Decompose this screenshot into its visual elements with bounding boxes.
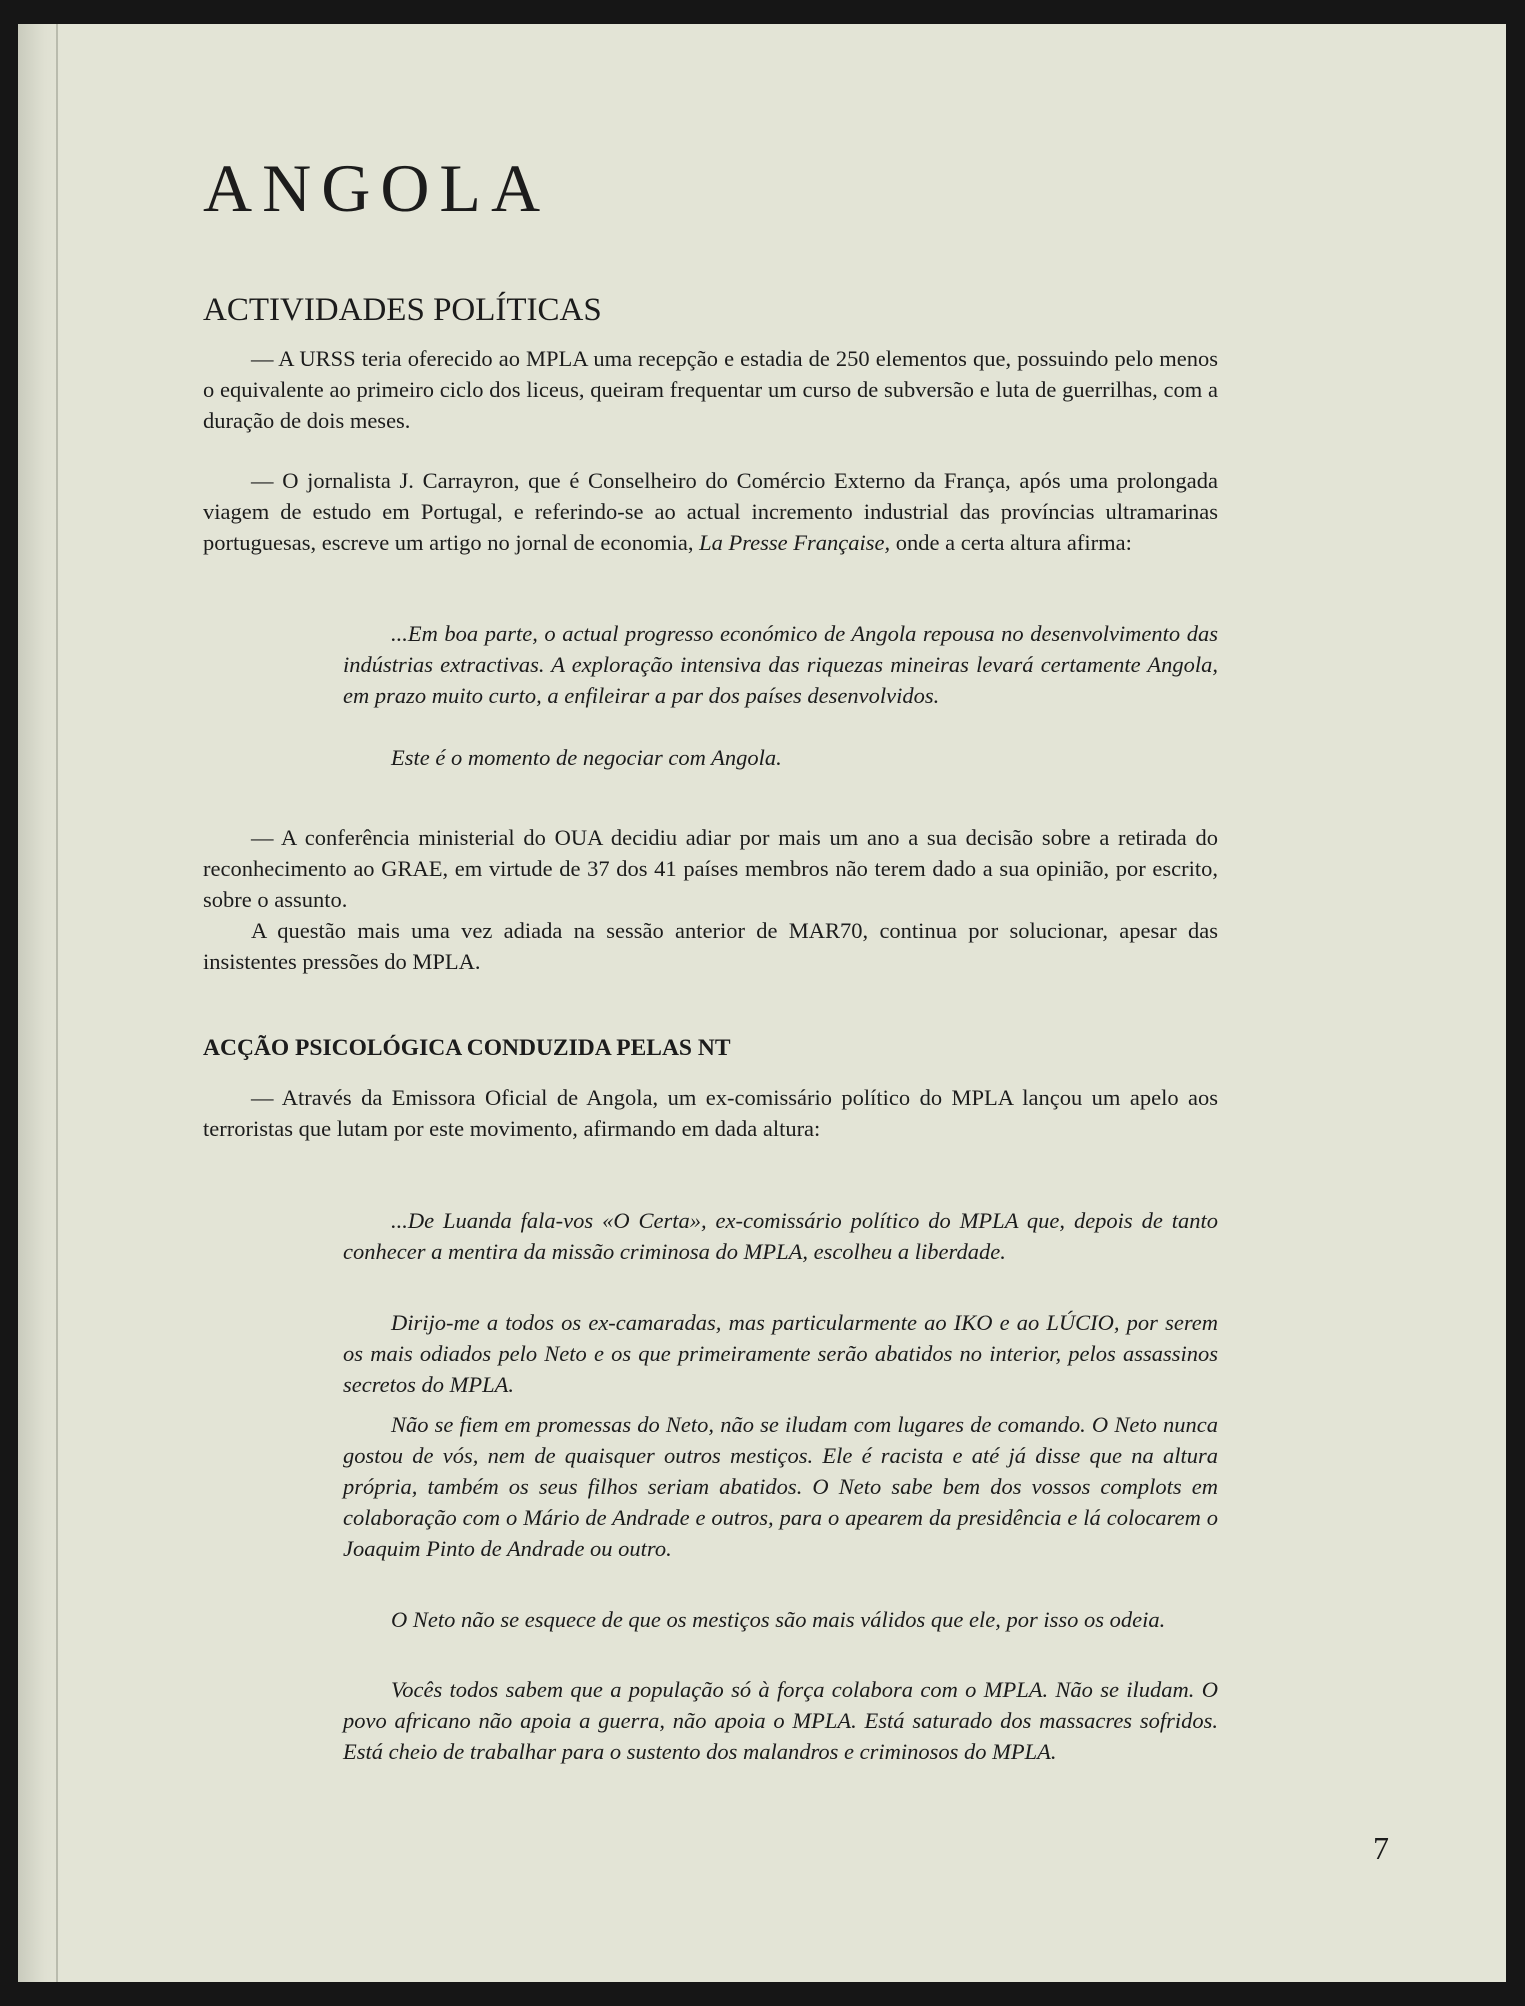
paragraph-journalist-end: onde a certa altura afirma:: [890, 530, 1132, 555]
quote-ex-camaradas: Dirijo-me a todos os ex-camaradas, mas particularmente ao IKO e ao LÚCIO, por serem os mais odiados pelo Neto e os que primeiramente serão abatidos no interior, pelos assassinos secretos do MPLA.: [343, 1310, 1218, 1397]
paragraph-oua: — A conferência ministerial do OUA decidiu adiar por mais um ano a sua decisão sobre a retirada do reconhecimento ao GRAE, em virtude de 37 dos 41 países membros não terem dado a sua opinião, por escrito, sobre o assunto.: [203, 825, 1218, 912]
page-title: ANGOLA: [203, 150, 551, 226]
section-heading-psychological: ACÇÃO PSICOLÓGICA CONDUZIDA PELAS NT: [203, 1035, 731, 1061]
quote-promessas: Não se fiem em promessas do Neto, não se iludam com lugares de comando. O Neto nunca gostou de vós, nem de quaisquer outros mestiços. Ele é racista e até já disse que na altura própria, também os seus filhos seriam abatidos. O Neto sabe bem dos vossos complots em colaboração com o Mário de Andrade e outros, para o apearem da presidência e lá colocarem o Joaquim Pinto de Andrade ou outro.: [343, 1412, 1218, 1561]
journal-name: La Presse Française,: [699, 530, 891, 555]
document-page: [18, 24, 1506, 1982]
paragraph-emissora: — Através da Emissora Oficial de Angola, um ex-comissário político do MPLA lançou um apelo aos terroristas que lutam por este movimento, afirmando em dada altura:: [203, 1085, 1218, 1141]
paragraph-mar70: A questão mais uma vez adiada na sessão anterior de MAR70, continua por solucionar, apesar das insistentes pressões do MPLA.: [203, 918, 1218, 974]
binding-line: [56, 24, 58, 1982]
quote-mesticos: O Neto não se esquece de que os mestiços são mais válidos que ele, por isso os odeia.: [391, 1607, 1166, 1632]
paragraph-journalist-start: — O jornalista J. Carrayron, que é Conselheiro do Comércio Externo da França, após uma prolongada viagem de estudo em Portugal, e referindo-se ao actual incremento industrial das províncias ultramarinas portuguesas, escreve um artigo no jornal de economia,: [203, 468, 1218, 555]
quote-luanda: ...De Luanda fala-vos «O Certa», ex-comissário político do MPLA que, depois de tanto conhecer a mentira da missão criminosa do MPLA, escolheu a liberdade.: [343, 1208, 1218, 1264]
paragraph-journalist: [203, 465, 1218, 558]
quote-presse-francaise-closing: Este é o momento de negociar com Angola.: [391, 745, 782, 770]
section-heading-political: ACTIVIDADES POLÍTICAS: [203, 292, 602, 328]
quote-presse-francaise: ...Em boa parte, o actual progresso económico de Angola repousa no desenvolvimento das indústrias extractivas. A exploração intensiva das riquezas mineiras levará certamente Angola, em prazo muito curto, a enfileirar a par dos países desenvolvidos.: [343, 621, 1218, 708]
page-number: 7: [1373, 1830, 1389, 1866]
quote-populacao: Vocês todos sabem que a população só à força colabora com o MPLA. Não se iludam. O povo africano não apoia a guerra, não apoia o MPLA. Está saturado dos massacres sofridos. Está cheio de trabalhar para o sustento dos malandros e criminosos do MPLA.: [343, 1677, 1218, 1764]
paragraph-urss: — A URSS teria oferecido ao MPLA uma recepção e estadia de 250 elementos que, possuindo pelo menos o equivalente ao primeiro ciclo dos liceus, queiram frequentar um curso de subversão e luta de guerrilhas, com a duração de dois meses.: [203, 346, 1218, 433]
